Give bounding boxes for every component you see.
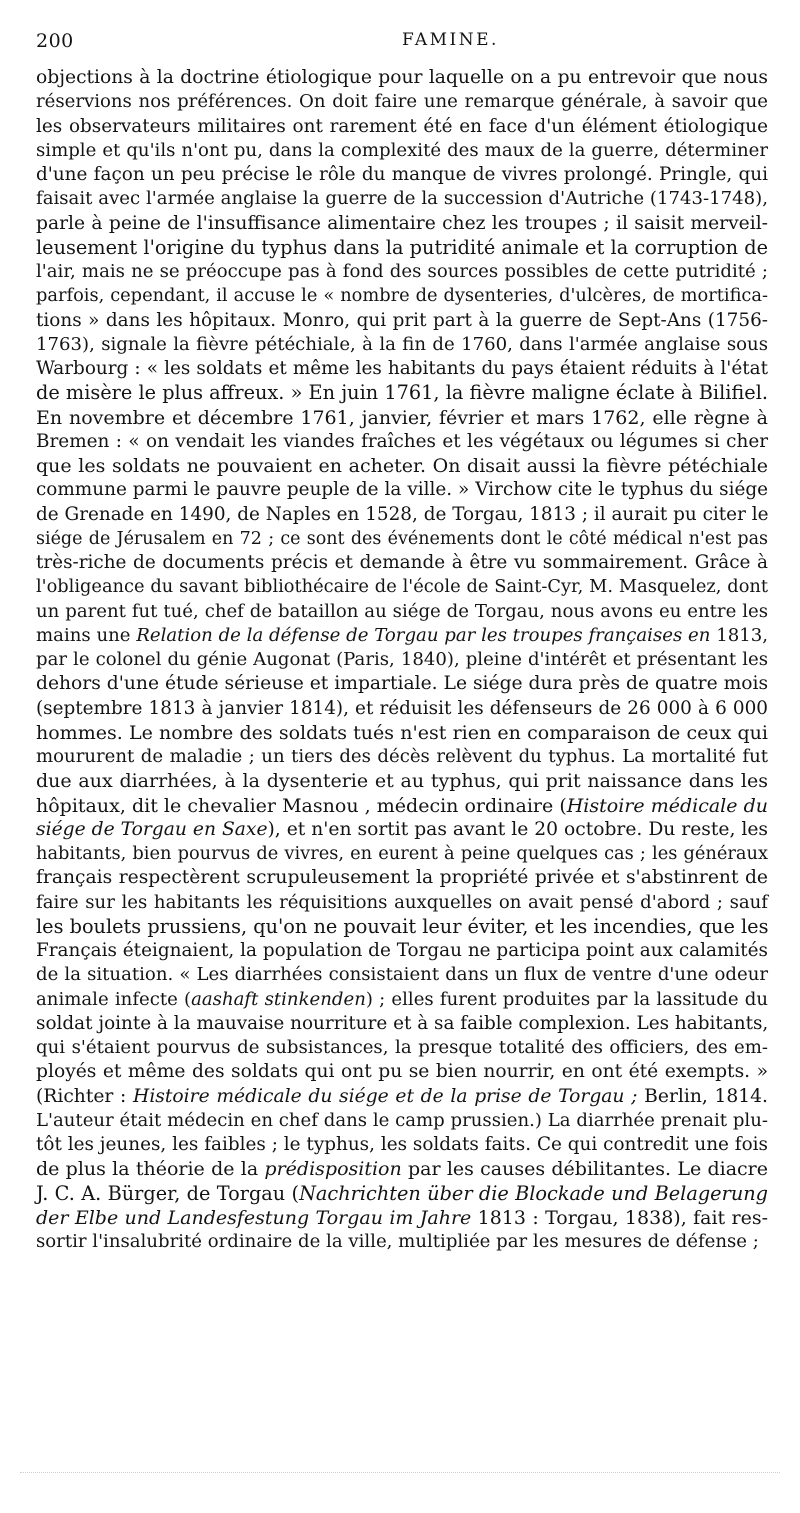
line-text: 1763), signale la fièvre pétéchiale, à la fin de 1760, dans l'armée anglaise sous xyxy=(36,333,768,355)
italic-title-text: siége de Torgau en Saxe xyxy=(36,818,268,840)
line-text: dehors d'une étude sérieuse et impartiale. Le siége dura près de quatre mois xyxy=(36,673,769,695)
line-text: commune parmi le pauvre peuple de la ville. » Virchow cite le typhus du siége xyxy=(36,479,768,501)
text-line xyxy=(36,648,768,672)
text-line xyxy=(36,236,768,260)
line-text: 1813, xyxy=(710,624,768,646)
line-text: Warbourg : « les soldats et même les habitants du pays étaient réduits à l'état xyxy=(36,358,768,379)
text-line xyxy=(36,672,768,696)
page-number: 200 xyxy=(36,30,74,52)
line-text: soldat jointe à la mauvaise nourriture et à sa faible complexion. Les habitants, xyxy=(36,1012,769,1034)
text-line xyxy=(36,478,768,502)
line-text: de la situation. « Les diarrhées consistaient dans un flux de ventre d'une odeur xyxy=(36,964,768,986)
italic-title-text: aashaft stinkenden xyxy=(191,988,366,1010)
line-text: (Richter : xyxy=(36,1085,134,1107)
line-text: tôt les jeunes, les faibles ; le typhus, les soldats faits. Ce qui contredit une fois xyxy=(36,1134,768,1155)
text-line xyxy=(36,794,768,818)
text-line xyxy=(36,1182,768,1206)
line-text: ) ; elles furent produites par la lassitude du xyxy=(365,988,768,1010)
line-text: faisait avec l'armée anglaise la guerre de la succession d'Autriche (1743-1748), xyxy=(36,188,768,210)
text-line xyxy=(36,600,768,624)
line-text: mains une xyxy=(36,624,137,646)
text-line xyxy=(36,381,768,405)
text-line xyxy=(36,624,768,648)
line-text: ployés et même des soldats qui ont pu se bien nourrir, en ont été exempts. » xyxy=(36,1061,768,1083)
text-line xyxy=(36,527,768,551)
text-line xyxy=(36,187,768,211)
text-line xyxy=(36,939,768,963)
text-line xyxy=(36,891,768,915)
line-text: tions » dans les hôpitaux. Monro, qui prit part à la guerre de Sept-Ans (1756- xyxy=(36,309,768,331)
text-line xyxy=(36,309,768,333)
line-text: simple et qu'ils n'ont pu, dans la complexité des maux de la guerre, déterminer xyxy=(36,139,768,161)
italic-title-text: prédisposition xyxy=(264,1158,402,1181)
page-header xyxy=(36,30,760,60)
text-line xyxy=(36,915,768,939)
text-line xyxy=(36,745,768,769)
line-text: siége de Jérusalem en 72 ; ce sont des événements dont le côté médical n'est pas xyxy=(36,528,768,549)
text-line xyxy=(36,697,768,721)
text-line xyxy=(36,1230,768,1254)
line-text: En novembre et décembre 1761, janvier, février et mars 1762, elle règne à xyxy=(36,406,768,429)
text-line xyxy=(36,90,768,114)
text-line xyxy=(36,1012,768,1036)
line-text: de plus la théorie de la xyxy=(36,1158,265,1181)
line-text: par le colonel du génie Augonat (Paris, 1840), pleine d'intérêt et présentant les xyxy=(36,649,768,670)
text-line xyxy=(36,212,768,236)
text-line xyxy=(36,1085,768,1109)
line-text: qui s'étaient pourvus de subsistances, la presque totalité des officiers, des em- xyxy=(36,1037,768,1058)
line-text: parle à peine de l'insuffisance alimentaire chez les troupes ; il saisit merveil- xyxy=(36,212,768,234)
line-text: 1813 : Torgau, 1838), fait res- xyxy=(471,1206,769,1229)
text-line xyxy=(36,818,768,842)
text-line xyxy=(36,842,768,866)
running-head: FAMINE. xyxy=(402,30,499,50)
text-line xyxy=(36,769,768,793)
line-text: hommes. Le nombre des soldats tués n'est rien en comparaison de ceux qui xyxy=(36,721,768,744)
line-text: réservions nos préférences. On doit faire une remarque générale, à savoir que xyxy=(36,91,768,113)
line-text: par les causes débilitantes. Le diacre xyxy=(401,1158,768,1181)
body-paragraph xyxy=(36,66,768,1254)
text-line xyxy=(36,357,768,381)
text-line xyxy=(36,1060,768,1084)
line-text: l'air, mais ne se préoccupe pas à fond des sources possibles de cette putridité ; xyxy=(36,261,768,282)
text-line xyxy=(36,333,768,357)
line-text: Bremen : « on vendait les viandes fraîches et les végétaux ou légumes si cher xyxy=(36,430,768,452)
scan-artifact xyxy=(20,1472,780,1474)
text-line xyxy=(36,988,768,1012)
text-line xyxy=(36,1133,768,1157)
line-text: L'auteur était médecin en chef dans le camp prussien.) La diarrhée prenait plu- xyxy=(36,1109,768,1131)
line-text: (septembre 1813 à janvier 1814), et réduisit les défenseurs de 26 000 à 6 000 xyxy=(36,697,768,719)
text-line xyxy=(36,963,768,987)
text-line xyxy=(36,284,768,308)
line-text: ), et n'en sortit pas avant le 20 octobre. Du reste, les xyxy=(267,818,768,840)
line-text: les observateurs militaires ont rarement été en face d'un élément étiologique xyxy=(36,115,768,137)
line-text: J. C. A. Bürger, de Torgau ( xyxy=(36,1181,300,1205)
text-line xyxy=(36,575,768,599)
line-text: habitants, bien pourvus de vivres, en eurent à peine quelques cas ; les généraux xyxy=(36,843,768,864)
italic-title-text: Relation de la défense de Torgau par les troupes françaises en xyxy=(136,624,711,646)
line-text: français respectèrent scrupuleusement la propriété privée et s'abstinrent de xyxy=(36,867,768,889)
text-line xyxy=(36,115,768,139)
line-text: l'obligeance du savant bibliothécaire de l'école de Saint-Cyr, M. Masquelez, dont xyxy=(36,576,768,598)
text-line xyxy=(36,551,768,575)
line-text: parfois, cependant, il accuse le « nombre de dysenteries, d'ulcères, de mortifica- xyxy=(36,285,768,307)
text-line xyxy=(36,139,768,163)
text-line xyxy=(36,1036,768,1060)
line-text: objections à la doctrine étiologique pour laquelle on a pu entrevoir que nous xyxy=(36,67,768,88)
line-text: leusement l'origine du typhus dans la putridité animale et la corruption de xyxy=(36,235,768,259)
line-text: d'une façon un peu précise le rôle du manque de vivres prolongé. Pringle, qui xyxy=(36,164,768,185)
text-line xyxy=(36,1157,768,1181)
line-text: très-riche de documents précis et demande à être vu sommairement. Grâce à xyxy=(36,552,768,573)
italic-title-text: Histoire médicale du xyxy=(566,794,768,817)
text-line xyxy=(36,66,768,90)
italic-title-text: der Elbe und Landesfestung Torgau im Jahre xyxy=(36,1206,472,1229)
line-text: faire sur les habitants les réquisitions auxquelles on avait pensé d'abord ; sauf xyxy=(36,891,768,913)
line-text: de misère le plus affreux. » En juin 1761, la fièvre maligne éclate à Bilifiel. xyxy=(36,381,768,405)
line-text: hôpitaux, dit le chevalier Masnou , médecin ordinaire ( xyxy=(36,794,567,817)
line-text: les boulets prussiens, qu'on ne pouvait leur éviter, et les incendies, que les xyxy=(36,914,769,938)
italic-title-text: Histoire médicale du siége et de la prise de Torgau ; xyxy=(133,1085,638,1107)
line-text: Berlin, 1814. xyxy=(637,1085,768,1107)
text-line xyxy=(36,163,768,187)
text-line xyxy=(36,1206,768,1230)
line-text: due aux diarrhées, à la dysenterie et au typhus, qui prit naissance dans les xyxy=(36,770,768,793)
line-text: de Grenade en 1490, de Naples en 1528, de Torgau, 1813 ; il aurait pu citer le xyxy=(36,503,769,525)
text-line xyxy=(36,260,768,284)
line-text: Français éteignaient, la population de Torgau ne participa point aux calamités xyxy=(36,940,768,961)
text-line xyxy=(36,406,768,430)
line-text: un parent fut tué, chef de bataillon au siége de Torgau, nous avons eu entre les xyxy=(36,600,768,622)
text-line xyxy=(36,721,768,745)
text-line xyxy=(36,866,768,890)
italic-title-text: Nachrichten über die Blockade und Belagerung xyxy=(299,1181,768,1205)
text-line xyxy=(36,503,768,527)
text-line xyxy=(36,454,768,478)
line-text: animale infecte ( xyxy=(36,988,192,1010)
line-text: sortir l'insalubrité ordinaire de la ville, multipliée par les mesures de défense ; xyxy=(36,1231,759,1252)
text-line xyxy=(36,430,768,454)
line-text: que les soldats ne pouvaient en acheter. On disait aussi la fièvre pétéchiale xyxy=(36,455,768,477)
line-text: moururent de maladie ; un tiers des décès relèvent du typhus. La mortalité fut xyxy=(36,746,768,767)
text-line xyxy=(36,1109,768,1133)
